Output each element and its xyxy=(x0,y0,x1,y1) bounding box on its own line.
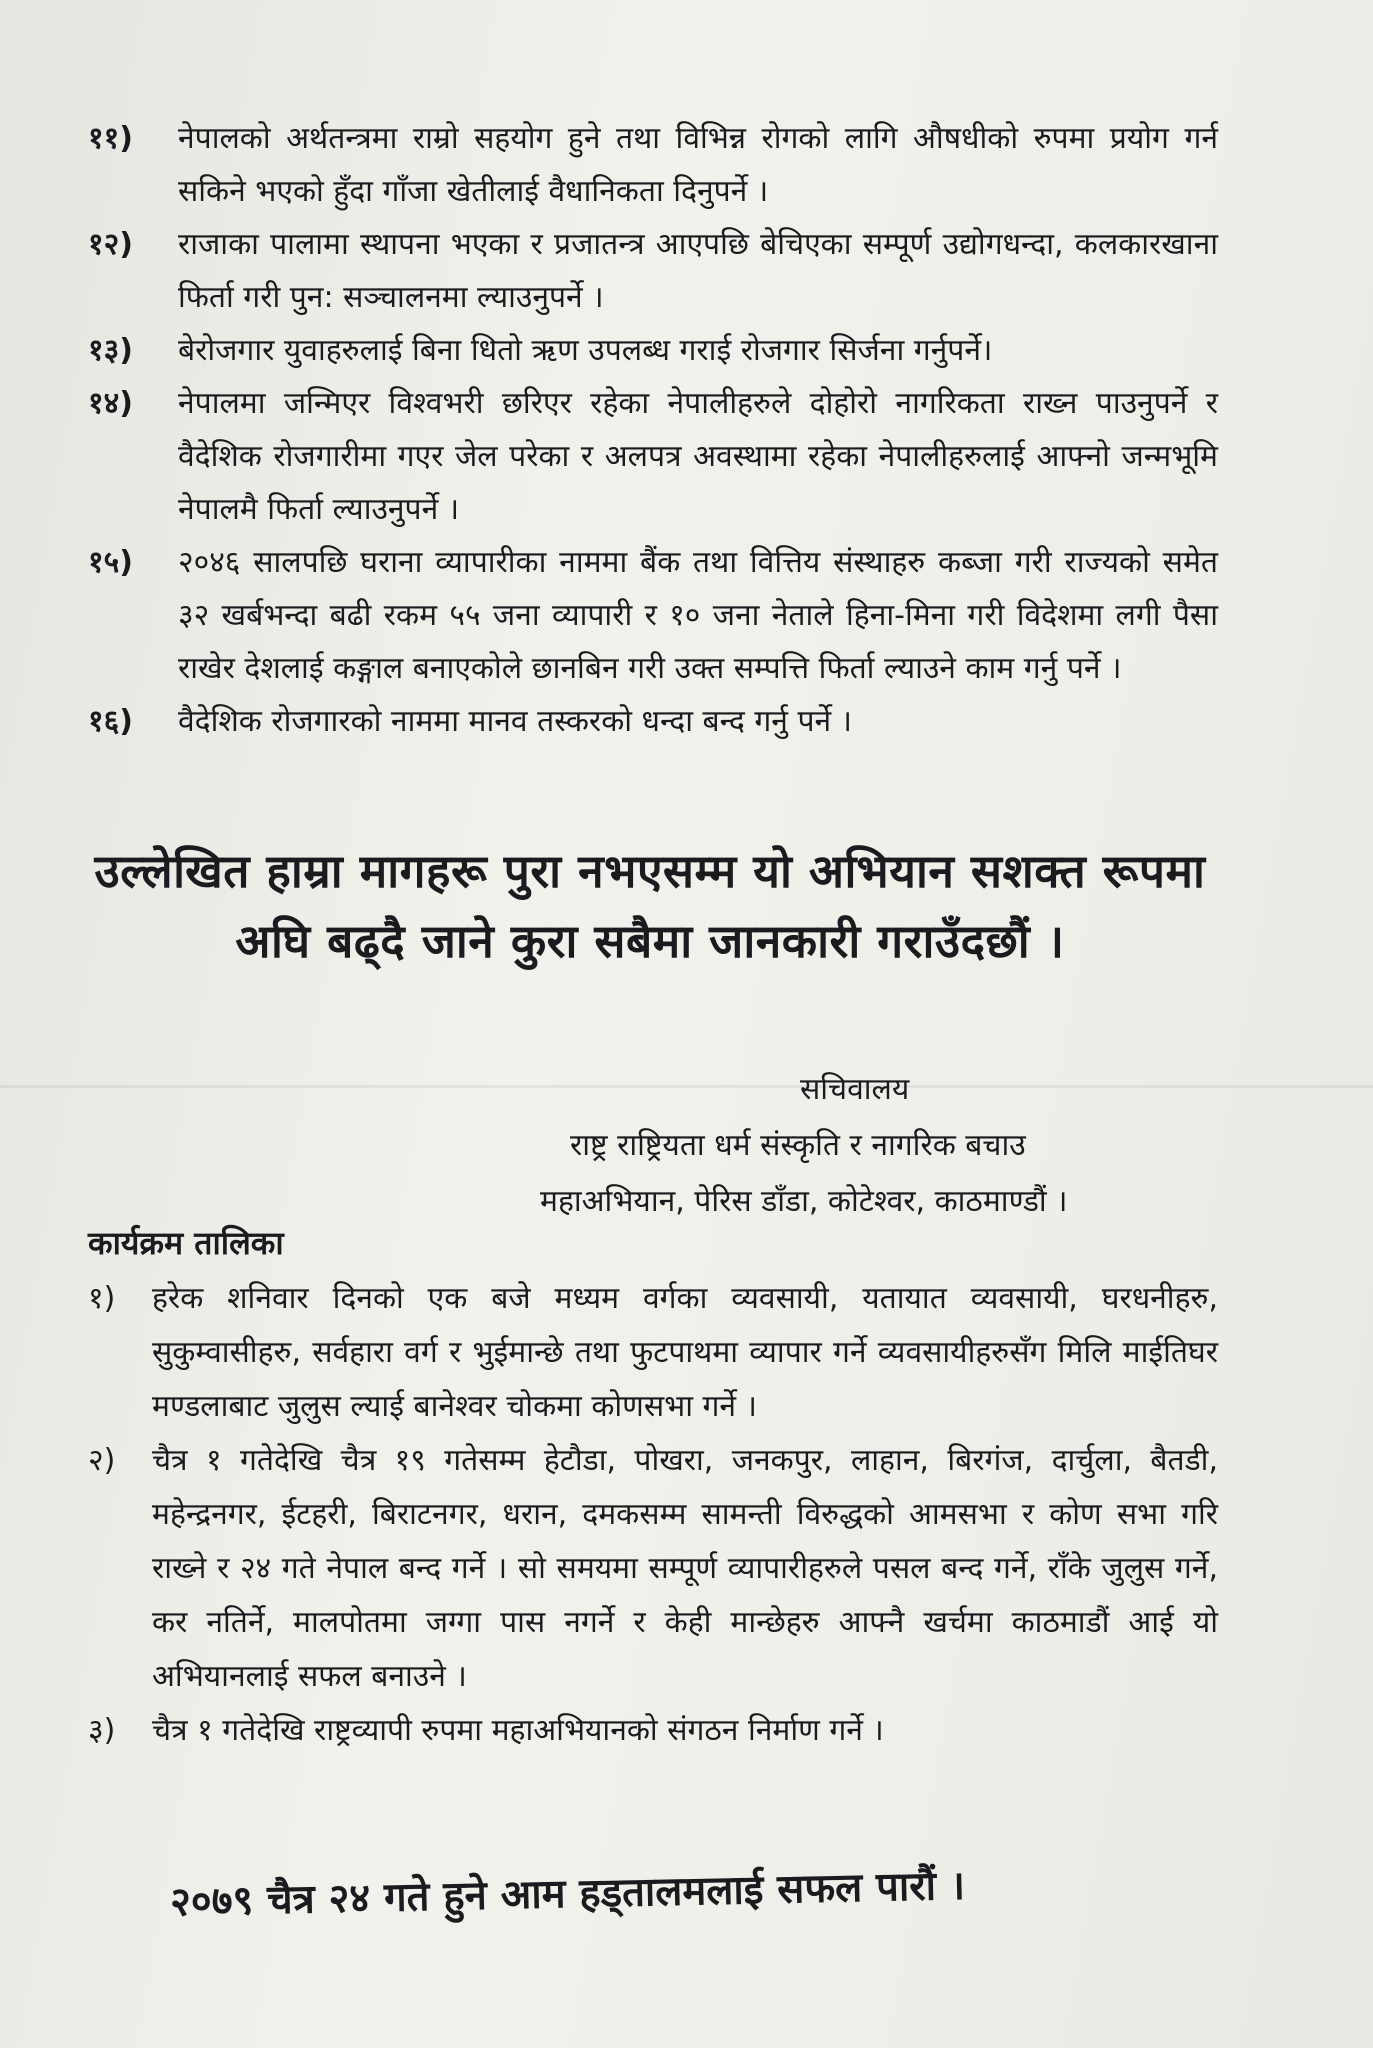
demand-number: १५) xyxy=(88,545,133,580)
campaign-statement: उल्लेखित हाम्रा मागहरू पुरा नभएसम्म यो अभियान सशक्त रूपमा अघि बढ्दै जाने कुरा सबैमा जानकारी गराउँदछौं । xyxy=(94,844,1206,968)
program-text: चैत्र १ गतेदेखि राष्ट्रव्यापी रुपमा महाअभियानको संगठन निर्माण गर्ने । xyxy=(152,1713,884,1748)
program-heading: कार्यक्रम तालिका xyxy=(88,1224,284,1262)
demand-text: राजाका पालामा स्थापना भएका र प्रजातन्त्र आएपछि बेचिएका सम्पूर्ण उद्योगधन्दा, कलकारखाना फिर्ता गरी पुन: सञ्चालनमा ल्याउनुपर्ने । xyxy=(178,227,1218,315)
demand-number: ११) xyxy=(88,121,133,156)
program-list xyxy=(0,1272,1373,1758)
demand-item-11 xyxy=(0,112,1373,218)
demand-number: १२) xyxy=(88,227,133,262)
demand-text: नेपालमा जन्मिएर विश्वभरी छरिएर रहेका नेपालीहरुले दोहोरो नागरिकता राख्न पाउनुपर्ने र वैदेशिक रोजगारीमा गएर जेल परेका र अलपत्र अवस्थामा रहेका नेपालीहरुलाई आफ्नो जन्मभूमि नेपालमै फिर्ता ल्याउनुपर्ने । xyxy=(178,386,1218,527)
demand-item-13 xyxy=(0,324,1373,377)
demands-list xyxy=(0,112,1373,748)
demand-item-16 xyxy=(0,695,1373,748)
signature-organization: राष्ट्र राष्ट्रियता धर्म संस्कृति र नागरिक बचाउ xyxy=(570,1128,1026,1163)
program-number: ३) xyxy=(88,1713,116,1748)
signature-secretariat: सचिवालय xyxy=(800,1072,910,1107)
program-item-3 xyxy=(0,1704,1373,1758)
signature-block xyxy=(520,1062,1200,1230)
program-number: २) xyxy=(88,1443,116,1478)
demand-number: १४) xyxy=(88,386,133,421)
program-item-1 xyxy=(0,1272,1373,1434)
demand-item-15 xyxy=(0,536,1373,695)
demand-text: बेरोजगार युवाहरुलाई बिना धितो ऋण उपलब्ध गराई रोजगार सिर्जना गर्नुपर्ने। xyxy=(178,333,993,368)
signature-address: महाअभियान, पेरिस डाँडा, कोटेश्वर, काठमाण्डौं । xyxy=(540,1184,1068,1219)
demand-text: वैदेशिक रोजगारको नाममा मानव तस्करको धन्दा बन्द गर्नु पर्ने । xyxy=(178,704,853,739)
program-item-2 xyxy=(0,1434,1373,1704)
demand-item-14 xyxy=(0,377,1373,536)
program-text: हरेक शनिवार दिनको एक बजे मध्यम वर्गका व्यवसायी, यतायात व्यवसायी, घरधनीहरु, सुकुम्वासीहरु, सर्वहारा वर्ग र भुईमान्छे तथा फुटपाथमा व्यापार गर्ने व्यवसायीहरुसँग मिलि माईतिघर मण्डलाबाट जुलुस ल्याई बानेश्वर चोकमा कोणसभा गर्ने । xyxy=(152,1281,1218,1424)
demand-text: २०४६ सालपछि घराना व्यापारीका नाममा बैंक तथा वित्तिय संस्थाहरु कब्जा गरी राज्यको समेत ३२ खर्बभन्दा बढी रकम ५५ जना व्यापारी र १० जना नेताले हिना-मिना गरी विदेशमा लगी पैसा राखेर देशलाई कङ्गाल बनाएकोले छानबिन गरी उक्त सम्पत्ति फिर्ता ल्याउने काम गर्नु पर्ने । xyxy=(178,545,1218,686)
strike-slogan: २०७९ चैत्र २४ गते हुने आम हड्तालमलाई सफल पारौं । xyxy=(169,1862,966,1926)
demand-number: १६) xyxy=(88,704,133,739)
demand-number: १३) xyxy=(88,333,133,368)
program-number: १) xyxy=(88,1281,116,1316)
demand-item-12 xyxy=(0,218,1373,324)
program-text: चैत्र १ गतेदेखि चैत्र १९ गतेसम्म हेटौडा, पोखरा, जनकपुर, लाहान, बिरगंज, दार्चुला, बैतडी, महेन्द्रनगर, ईटहरी, बिराटनगर, धरान, दमकसम्म सामन्ती विरुद्धको आमसभा र कोण सभा गरि राख्ने र २४ गते नेपाल बन्द गर्ने । सो समयमा सम्पूर्ण व्यापारीहरुले पसल बन्द गर्ने, राँके जुलुस गर्ने, कर नतिर्ने, मालपोतमा जग्गा पास नगर्ने र केही मान्छेहरु आफ्नै खर्चमा काठमाडौं आई यो अभियानलाई सफल बनाउने । xyxy=(152,1443,1218,1694)
demand-text: नेपालको अर्थतन्त्रमा राम्रो सहयोग हुने तथा विभिन्न रोगको लागि औषधीको रुपमा प्रयोग गर्न सकिने भएको हुँदा गाँजा खेतीलाई वैधानिकता दिनुपर्ने । xyxy=(178,121,1218,209)
